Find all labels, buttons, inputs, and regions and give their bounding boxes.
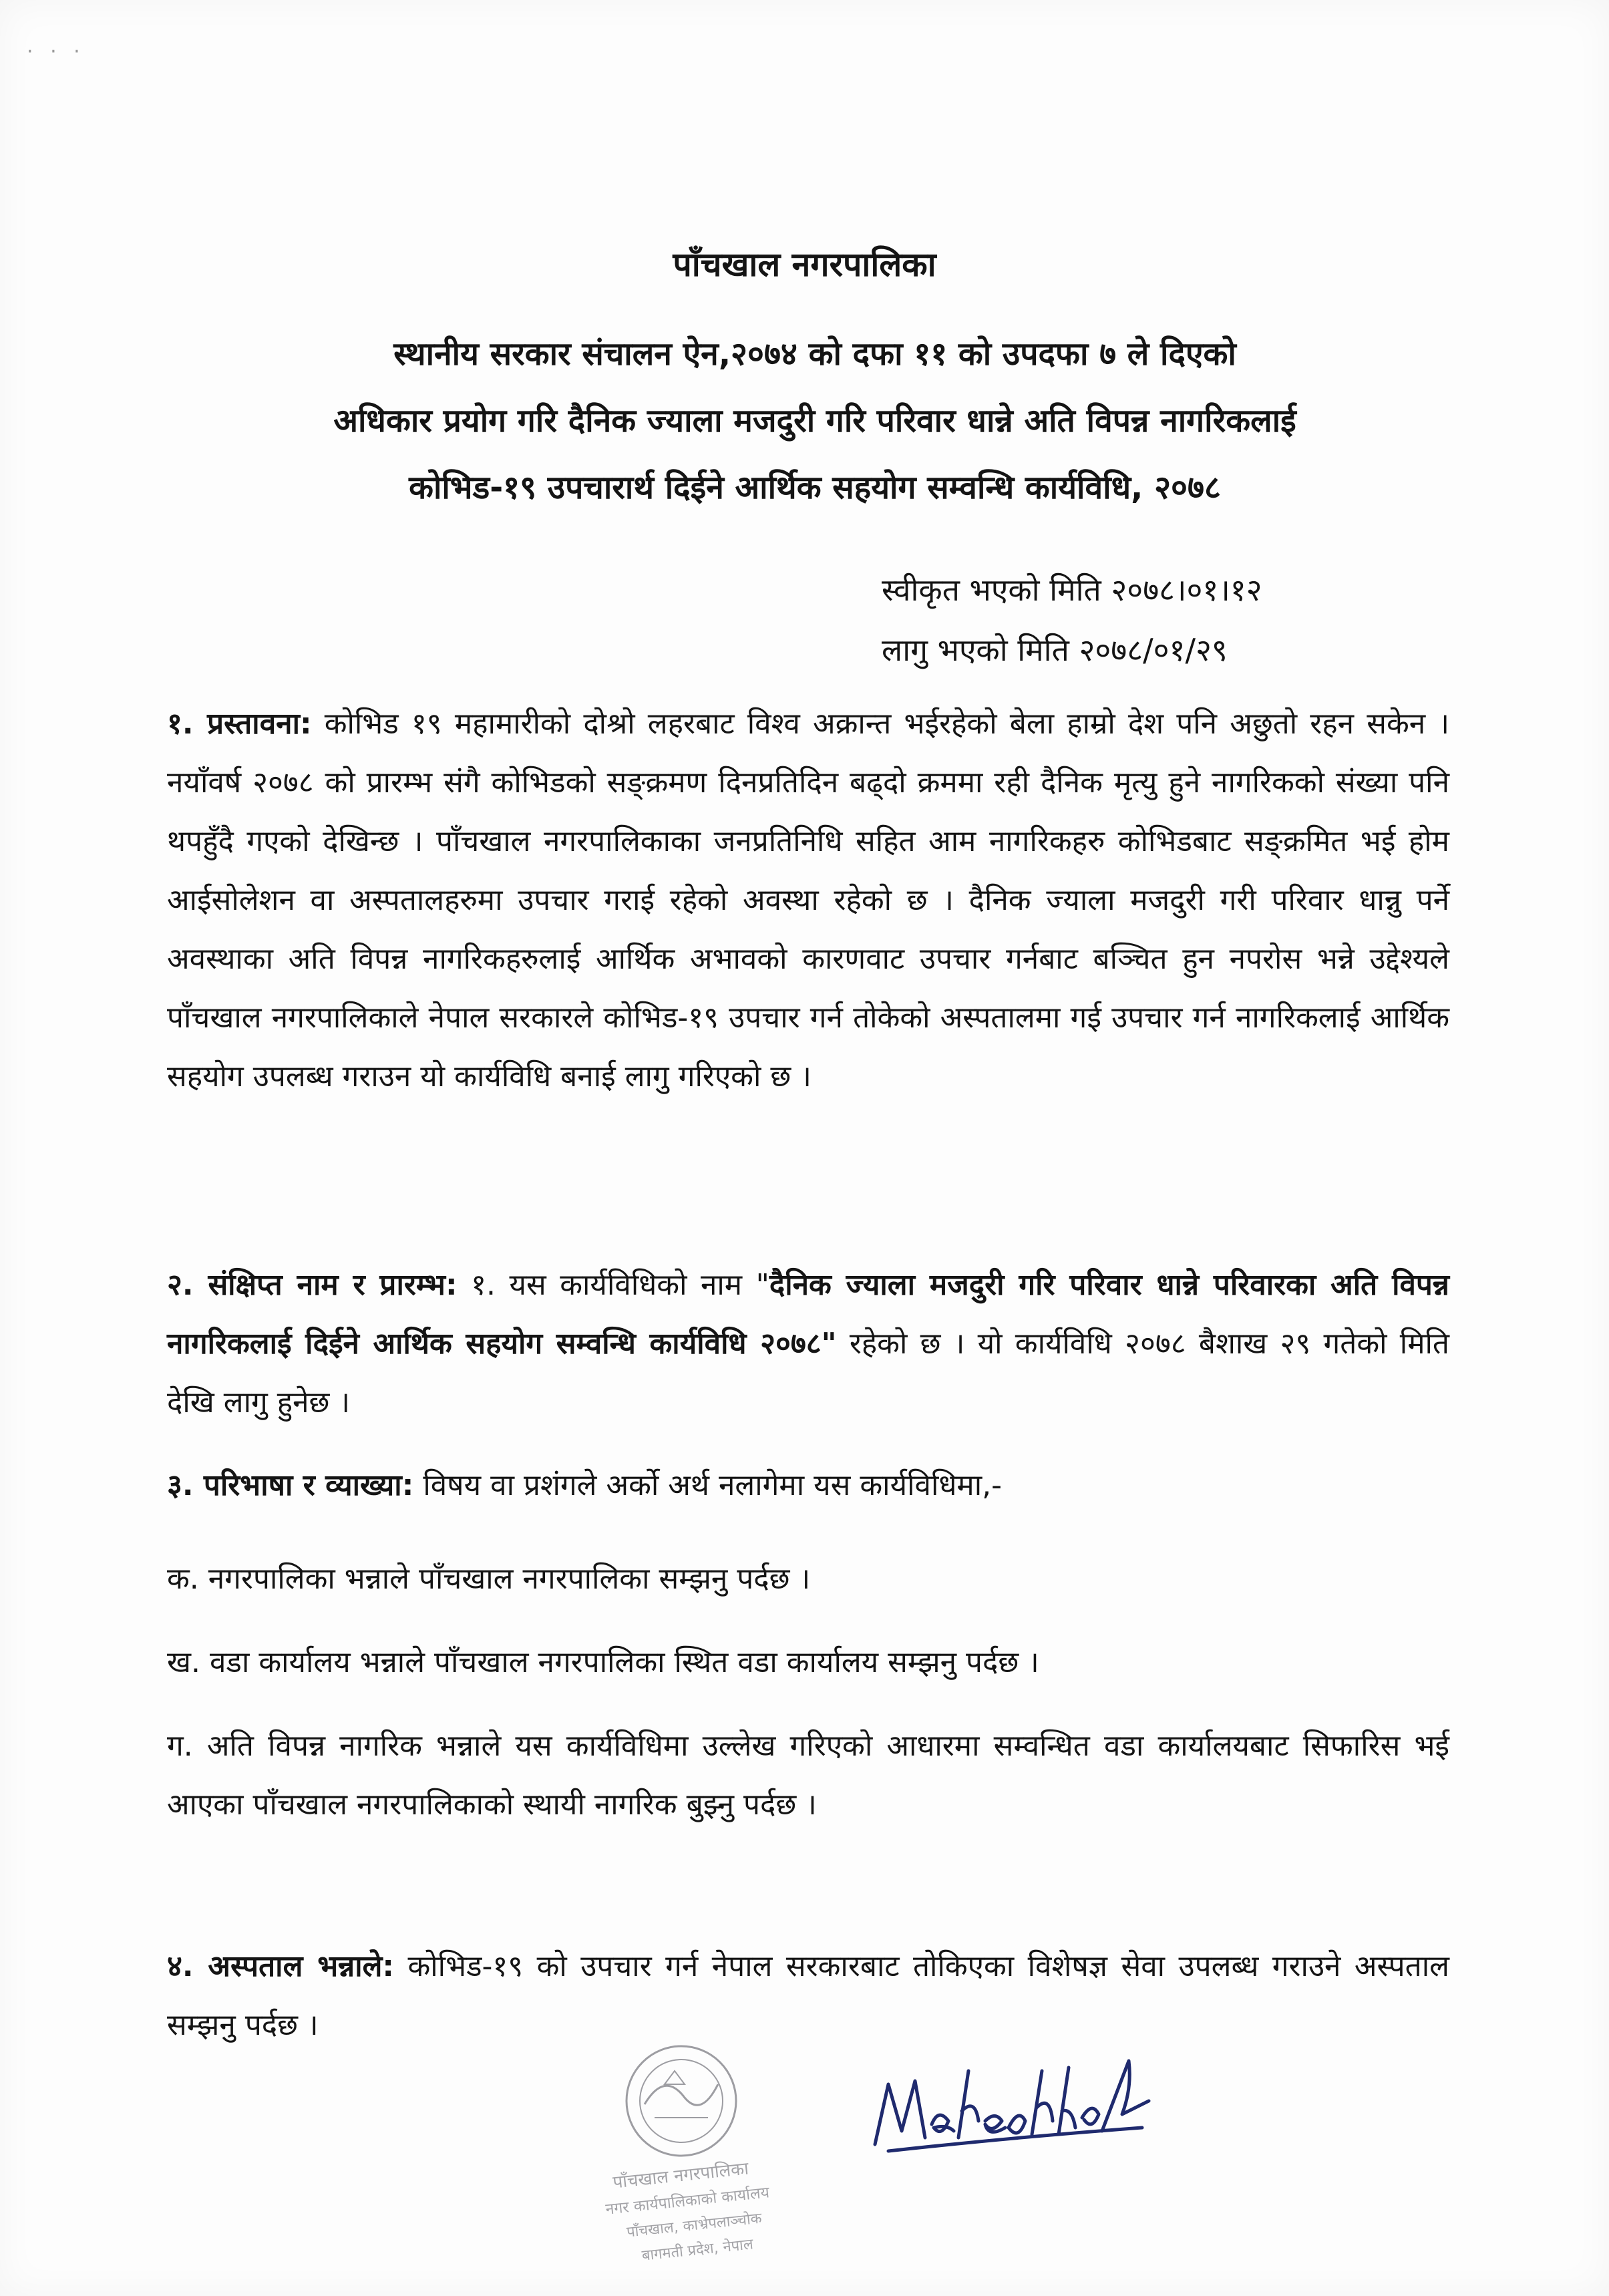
definition-poor-citizen: ग. अति विपन्न नागरिक भन्नाले यस कार्यविधिमा उल्लेख गरिएको आधारमा सम्वन्धित वडा कार्यालयबाट सिफारिस भई आएका पाँचखाल नगरपालिकाको स्थायी नागरिक बुझ्नु पर्दछ । <box>167 1729 1449 1822</box>
definition-ward-office: ख. वडा कार्यालय भन्नाले पाँचखाल नगरपालिका स्थित वडा कार्यालय सम्झनु पर्दछ । <box>167 1645 1039 1679</box>
subtitle-line: स्थानीय सरकार संचालन ऐन,२०७४ को दफा ११ को उपदफा ७ ले दिएको <box>393 335 1236 373</box>
section-text: विषय वा प्रशंगले अर्को अर्थ नलागेमा यस कार्यविधिमा,- <box>423 1468 1002 1502</box>
svg-text:पाँचखाल नगरपालिका: पाँचखाल नगरपालिका <box>612 2158 750 2193</box>
document-subtitle <box>200 321 1429 521</box>
approved-date: स्वीकृत भएको मिति २०७८।०१।१२ <box>882 572 1262 608</box>
definition-municipality: क. नगरपालिका भन्नाले पाँचखाल नगरपालिका सम्झनु पर्दछ । <box>167 1562 811 1596</box>
section-heading: ४. अस्पताल भन्नाले: <box>167 1949 395 1983</box>
subtitle-line: कोभिड-१९ उपचारार्थ दिईने आर्थिक सहयोग सम्वन्धि कार्यविधि, २०७८ <box>409 469 1221 506</box>
subtitle-line: अधिकार प्रयोग गरि दैनिक ज्याला मजदुरी गरि परिवार धान्ने अति विपन्न नागरिकलाई <box>333 402 1296 440</box>
svg-text:नगर कार्यपालिकाको कार्यालय: नगर कार्यपालिकाको कार्यालय <box>604 2184 771 2219</box>
section-short-name <box>167 1256 1449 1432</box>
official-seal <box>581 2037 808 2278</box>
section-heading: १. प्रस्तावना: <box>167 707 312 741</box>
section-hospital <box>167 1937 1449 2055</box>
section-text: कोभिड १९ महामारीको दोश्रो लहरबाट विश्व अक्रान्त भईरहेको बेला हाम्रो देश पनि अछुतो रहन सकेन । नयाँवर्ष २०७८ को प्रारम्भ संगै कोभिडको सङ्क्रमण दिनप्रतिदिन बढ्दो क्रममा रही दैनिक मृत्यु हुने नागरिकको संख्या पनि थपहुँदै गएको देखिन्छ । पाँचखाल नगरपालिकाका जनप्रतिनिधि सहित आम नागरिकहरु कोभिडबाट सङ्क्रमित भई होम आईसोलेशन वा अस्पतालहरुमा उपचार गराई रहेको अवस्था रहेको छ । दैनिक ज्याला मजदुरी गरी परिवार धान्नु पर्ने अवस्थाका अति विपन्न नागरिकहरुलाई आर्थिक अभावको कारणवाट उपचार गर्नबाट बञ्चित हुन नपरोस भन्ने उद्देश्यले पाँचखाल नगरपालिकाले नेपाल सरकारले कोभिड-१९ उपचार गर्न तोकेको अस्पतालमा गई उपचार गर्न नागरिकलाई आर्थिक सहयोग उपलब्ध गराउन यो कार्यविधि बनाई लागु गरिएको छ । <box>167 707 1449 1094</box>
section-text: कोभिड-१९ को उपचार गर्न नेपाल सरकारबाट तोकिएका विशेषज्ञ सेवा उपलब्ध गराउने अस्पताल सम्झनु पर्दछ । <box>167 1949 1449 2042</box>
document-title: पाँचखाल नगरपालिका <box>673 245 936 284</box>
date-block <box>882 560 1469 680</box>
section-text: रहेको छ । यो कार्यविधि २०७८ बैशाख २९ गतेको मिति देखि लागु हुनेछ । <box>167 1327 1449 1420</box>
section-heading: ३. परिभाषा र व्याख्या: <box>167 1468 414 1502</box>
svg-text:बागमती प्रदेश, नेपाल: बागमती प्रदेश, नेपाल <box>641 2236 754 2265</box>
effective-date: लागु भएको मिति २०७८/०१/२९ <box>882 632 1228 668</box>
section-intro: १. यस कार्यविधिको नाम " <box>471 1268 769 1302</box>
section-definitions <box>167 1456 1449 1515</box>
section-preamble <box>167 695 1449 1106</box>
svg-text:पाँचखाल, काभ्रेपलाञ्चोक: पाँचखाल, काभ्रेपलाञ्चोक <box>625 2210 763 2241</box>
section-heading: २. संक्षिप्त नाम र प्रारम्भ: <box>167 1268 458 1302</box>
signature <box>862 2044 1162 2164</box>
procedure-name: दैनिक ज्याला मजदुरी गरि परिवार धान्ने परिवारका अति विपन्न नागरिकलाई दिईने आर्थिक सहयोग सम्वन्धि कार्यविधि २०७८" <box>167 1268 1450 1361</box>
scan-specks: · · · <box>27 40 85 63</box>
